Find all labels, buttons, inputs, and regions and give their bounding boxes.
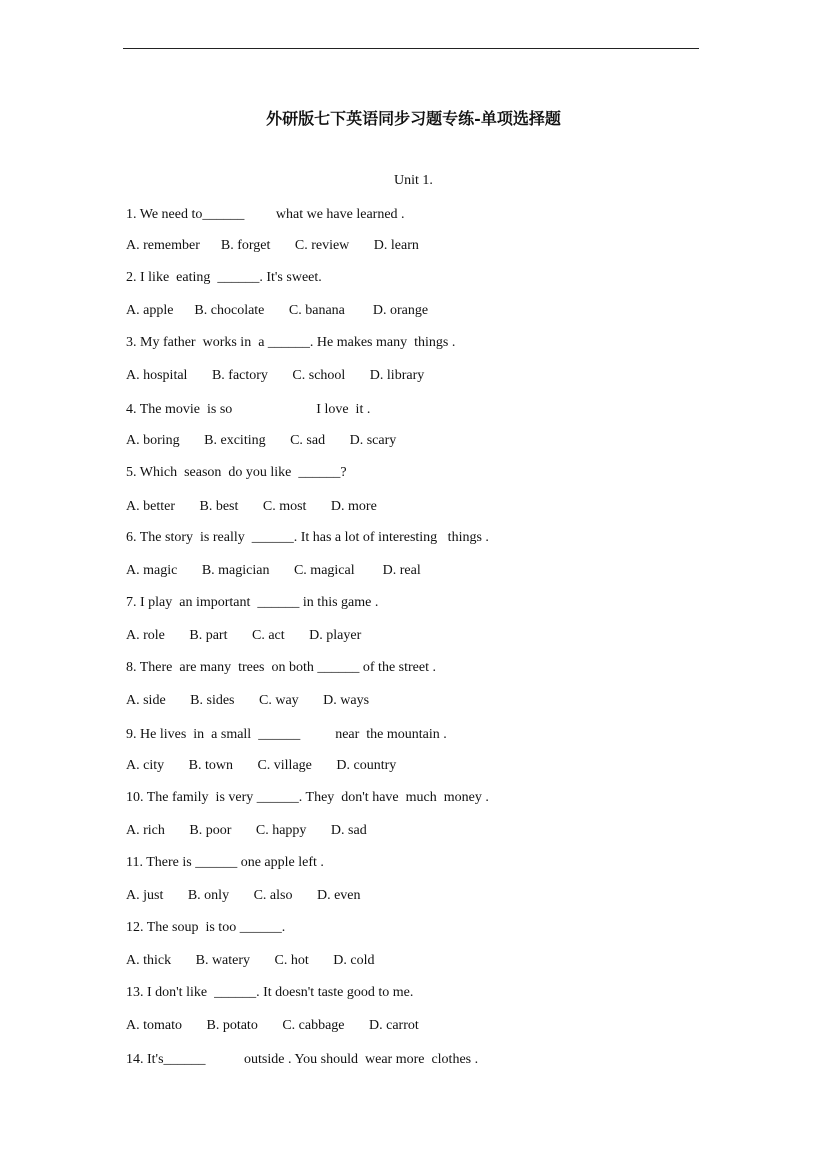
question-11-stem: 11. There is ______ one apple left .	[126, 855, 324, 870]
question-3-options: A. hospital B. factory C. school D. library	[126, 368, 425, 383]
document-title: 外研版七下英语同步习题专练-单项选择题	[266, 109, 561, 128]
question-6-options: A. magic B. magician C. magical D. real	[126, 563, 421, 578]
unit-heading: Unit 1.	[394, 173, 433, 188]
question-6-stem: 6. The story is really ______. It has a lot of interesting things .	[126, 530, 489, 545]
question-4-options: A. boring B. exciting C. sad D. scary	[126, 433, 397, 448]
question-10-options: A. rich B. poor C. happy D. sad	[126, 823, 367, 838]
question-9-stem: 9. He lives in a small ______ near the mountain .	[126, 727, 447, 742]
question-9-options: A. city B. town C. village D. country	[126, 758, 397, 773]
question-11-options: A. just B. only C. also D. even	[126, 888, 361, 903]
question-12-stem: 12. The soup is too ______.	[126, 920, 286, 935]
question-2-options: A. apple B. chocolate C. banana D. orange	[126, 303, 429, 318]
header-rule	[123, 48, 699, 49]
question-14-stem: 14. It's______ outside . You should wear more clothes .	[126, 1052, 479, 1067]
question-12-options: A. thick B. watery C. hot D. cold	[126, 953, 375, 968]
question-1-options: A. remember B. forget C. review D. learn	[126, 238, 419, 253]
question-13-options: A. tomato B. potato C. cabbage D. carrot	[126, 1018, 419, 1033]
question-1-stem: 1. We need to______ what we have learned .	[126, 207, 405, 222]
question-8-stem: 8. There are many trees on both ______ of the street .	[126, 660, 436, 675]
question-10-stem: 10. The family is very ______. They don't have much money .	[126, 790, 489, 805]
question-2-stem: 2. I like eating ______. It's sweet.	[126, 270, 322, 285]
question-5-stem: 5. Which season do you like ______?	[126, 465, 347, 480]
question-7-stem: 7. I play an important ______ in this game .	[126, 595, 379, 610]
question-5-options: A. better B. best C. most D. more	[126, 499, 377, 514]
question-4-stem: 4. The movie is so I love it .	[126, 402, 371, 417]
question-13-stem: 13. I don't like ______. It doesn't taste good to me.	[126, 985, 414, 1000]
question-8-options: A. side B. sides C. way D. ways	[126, 693, 370, 708]
question-7-options: A. role B. part C. act D. player	[126, 628, 362, 643]
question-3-stem: 3. My father works in a ______. He makes many things .	[126, 335, 456, 350]
